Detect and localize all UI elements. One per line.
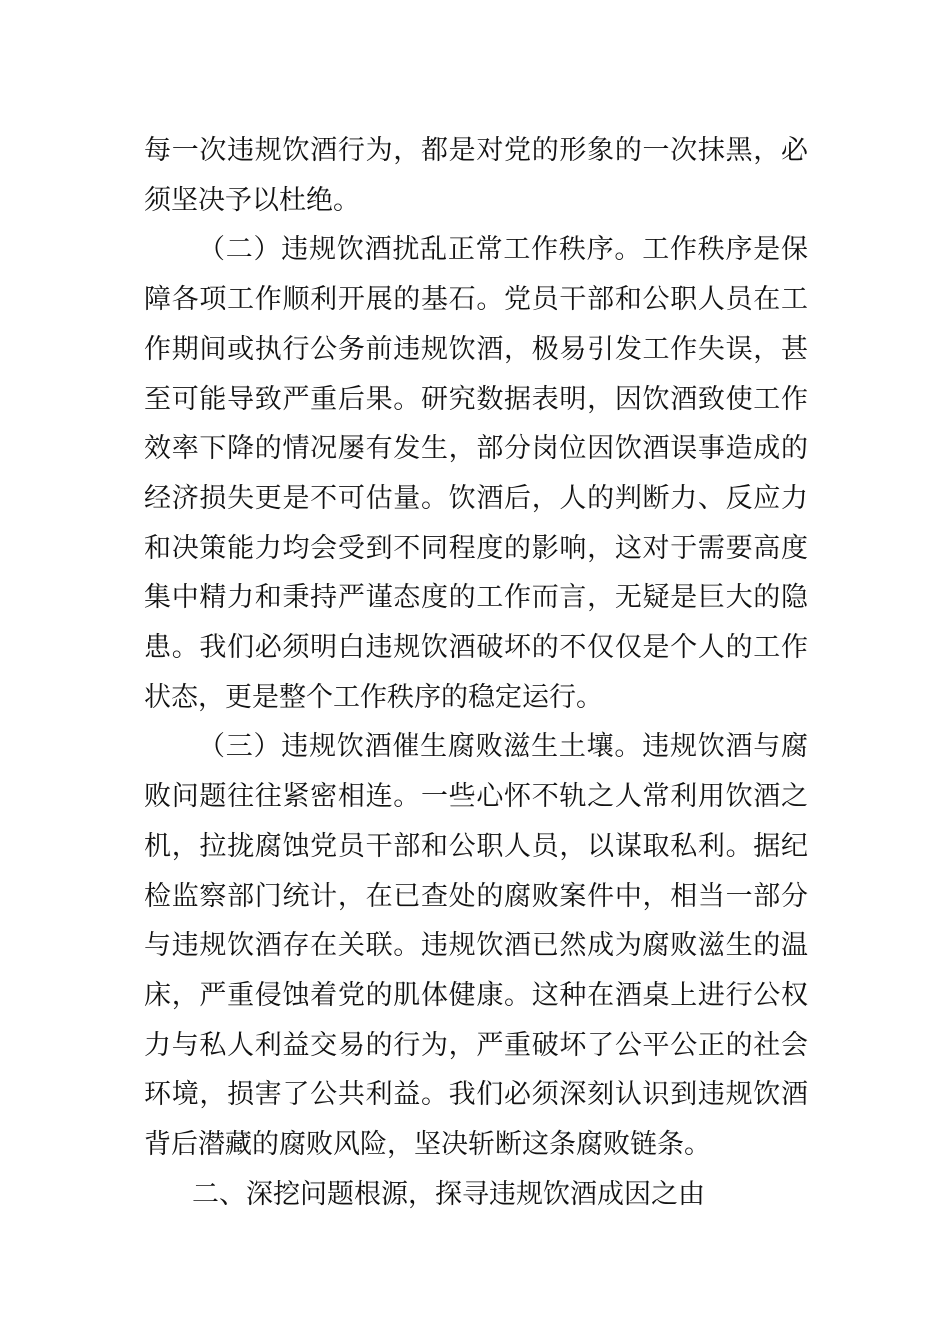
paragraph-continuation: 每一次违规饮酒行为，都是对党的形象的一次抹黑，必须坚决予以杜绝。 [144, 135, 808, 216]
document-body [144, 126, 808, 1219]
paragraph-work-order: （二）违规饮酒扰乱正常工作秩序。工作秩序是保障各项工作顺利开展的基石。党员干部和公职人员在工作期间或执行公务前违规饮酒，极易引发工作失误，甚至可能导致严重后果。研究数据表明，因饮酒致使工作效率下降的情况屡有发生，部分岗位因饮酒误事造成的经济损失更是不可估量。饮酒后，人的判断力、反应力和决策能力均会受到不同程度的影响，这对于需要高度集中精力和秉持严谨态度的工作而言，无疑是巨大的隐患。我们必须明白违规饮酒破坏的不仅仅是个人的工作状态，更是整个工作秩序的稳定运行。 [144, 234, 808, 713]
section-heading: 二、深挖问题根源，探寻违规饮酒成因之由 [192, 1178, 705, 1210]
paragraph-corruption: （三）违规饮酒催生腐败滋生土壤。违规饮酒与腐败问题往往紧密相连。一些心怀不轨之人常利用饮酒之机，拉拢腐蚀党员干部和公职人员，以谋取私利。据纪检监察部门统计，在已查处的腐败案件中，相当一部分与违规饮酒存在关联。违规饮酒已然成为腐败滋生的温床，严重侵蚀着党的肌体健康。这种在酒桌上进行公权力与私人利益交易的行为，严重破坏了公平公正的社会环境，损害了公共利益。我们必须深刻认识到违规饮酒背后潜藏的腐败风险，坚决斩断这条腐败链条。 [144, 731, 808, 1161]
